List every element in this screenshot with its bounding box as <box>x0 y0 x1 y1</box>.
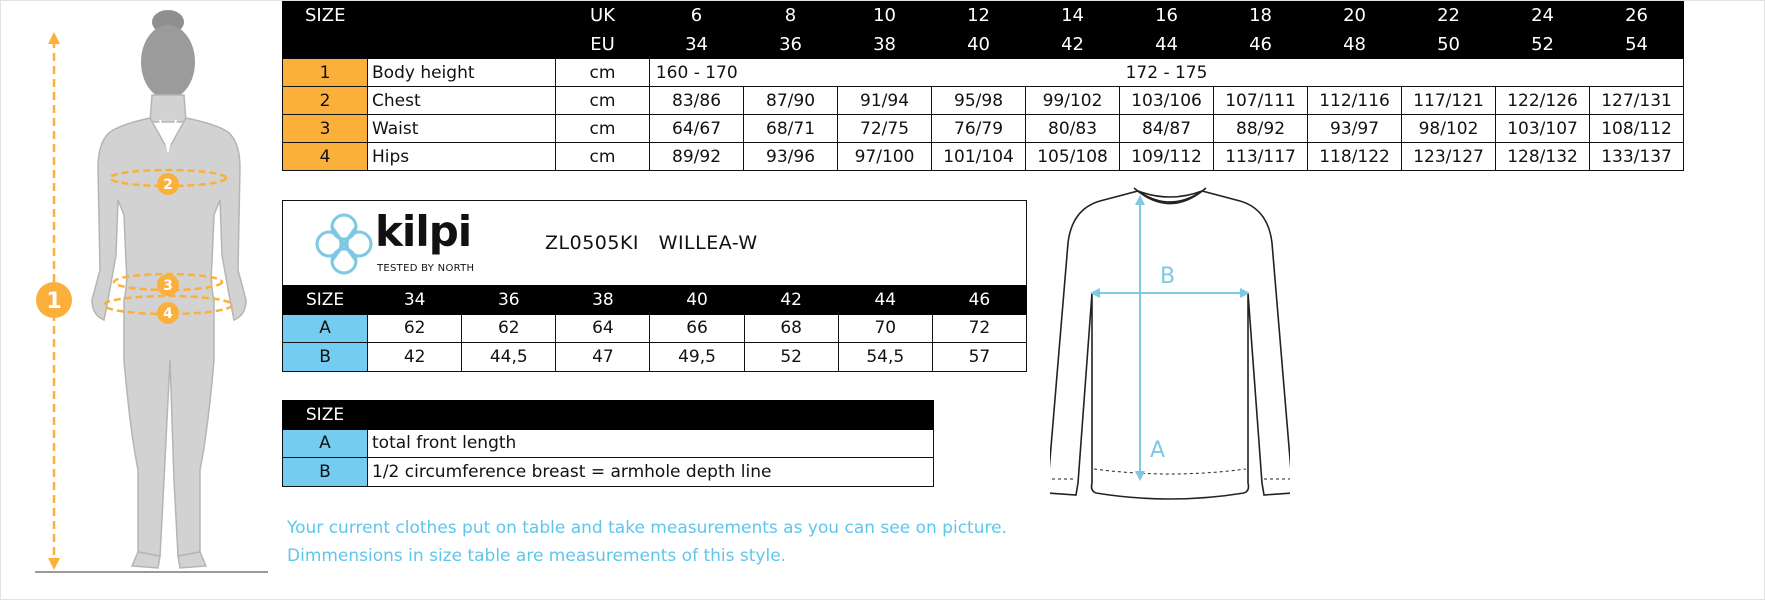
size-table <box>282 1 1684 171</box>
table-cell: 68 <box>744 314 838 343</box>
size-header-eu <box>283 30 1684 59</box>
table-row <box>283 87 1684 115</box>
garment-header-row <box>283 286 1027 315</box>
eu-size: 36 <box>744 30 838 59</box>
size-system-uk: UK <box>556 2 650 31</box>
instruction-note: Dimmensions in size table are measurements of this style. <box>287 546 787 566</box>
table-cell: 80/83 <box>1026 115 1120 143</box>
table-cell: 76/79 <box>932 115 1026 143</box>
garment-size: 38 <box>556 286 650 315</box>
row-number: 3 <box>283 115 368 143</box>
size-header-uk <box>283 2 1684 31</box>
row-number: 2 <box>283 87 368 115</box>
table-cell: 84/87 <box>1120 115 1214 143</box>
table-cell: 52 <box>744 343 838 372</box>
garment-size: 36 <box>462 286 556 315</box>
table-cell: 123/127 <box>1402 143 1496 171</box>
garment-size: 40 <box>650 286 744 315</box>
garment-measurement-table <box>282 285 1027 372</box>
eu-size: 50 <box>1402 30 1496 59</box>
row-unit: cm <box>556 87 650 115</box>
table-cell: 88/92 <box>1214 115 1308 143</box>
eu-size: 40 <box>932 30 1026 59</box>
eu-size: 52 <box>1496 30 1590 59</box>
table-cell: 95/98 <box>932 87 1026 115</box>
uk-size: 22 <box>1402 2 1496 31</box>
row-number: 4 <box>283 143 368 171</box>
table-cell: 93/96 <box>744 143 838 171</box>
table-cell: 66 <box>650 314 744 343</box>
table-cell: 103/107 <box>1496 115 1590 143</box>
table-cell: 103/106 <box>1120 87 1214 115</box>
eu-size: 44 <box>1120 30 1214 59</box>
eu-size: 42 <box>1026 30 1120 59</box>
table-row <box>283 343 1027 372</box>
row-name: Hips <box>368 143 556 171</box>
table-cell: 68/71 <box>744 115 838 143</box>
size-header-label: SIZE <box>283 2 556 31</box>
row-name: Chest <box>368 87 556 115</box>
table-cell: 64/67 <box>650 115 744 143</box>
table-cell: 101/104 <box>932 143 1026 171</box>
garment-size: 44 <box>838 286 932 315</box>
row-unit: cm <box>556 59 650 87</box>
table-cell: 118/122 <box>1308 143 1402 171</box>
uk-size: 24 <box>1496 2 1590 31</box>
table-cell: 62 <box>462 314 556 343</box>
svg-text:B: B <box>1160 264 1176 289</box>
legend-size-label: SIZE <box>283 401 368 430</box>
table-row <box>283 458 934 487</box>
table-cell: 70 <box>838 314 932 343</box>
table-cell: 108/112 <box>1590 115 1684 143</box>
eu-size: 34 <box>650 30 744 59</box>
brand-logo-text: kilpi <box>375 207 472 256</box>
table-cell: 72/75 <box>838 115 932 143</box>
row-name: Waist <box>368 115 556 143</box>
table-cell: 107/111 <box>1214 87 1308 115</box>
uk-size: 18 <box>1214 2 1308 31</box>
garment-size: 34 <box>368 286 462 315</box>
table-row <box>283 429 934 458</box>
model-name: WILLEA-W <box>658 232 758 254</box>
eu-size: 54 <box>1590 30 1684 59</box>
row-unit: cm <box>556 115 650 143</box>
table-cell: 127/131 <box>1590 87 1684 115</box>
row-number: 1 <box>283 59 368 87</box>
table-cell: 44,5 <box>462 343 556 372</box>
table-row <box>283 314 1027 343</box>
svg-text:4: 4 <box>163 306 173 322</box>
uk-size: 26 <box>1590 2 1684 31</box>
table-cell: 49,5 <box>650 343 744 372</box>
legend-text: 1/2 circumference breast = armhole depth line <box>368 458 934 487</box>
legend-header-row <box>283 401 934 430</box>
table-row <box>283 143 1684 171</box>
model-code: ZL0505KI <box>545 232 640 254</box>
garment-size: 46 <box>932 286 1026 315</box>
garment-size: 42 <box>744 286 838 315</box>
body-height-range: 172 - 175 <box>1120 59 1214 87</box>
svg-text:2: 2 <box>163 177 173 193</box>
uk-size: 10 <box>838 2 932 31</box>
row-name: Body height <box>368 59 556 87</box>
eu-size: 48 <box>1308 30 1402 59</box>
table-cell: 64 <box>556 314 650 343</box>
kilpi-knot-logo-icon <box>309 207 379 282</box>
brand-tagline: TESTED BY NORTH <box>377 263 475 274</box>
legend-key: B <box>283 458 368 487</box>
table-cell: 93/97 <box>1308 115 1402 143</box>
table-cell: 99/102 <box>1026 87 1120 115</box>
uk-size: 12 <box>932 2 1026 31</box>
uk-size: 6 <box>650 2 744 31</box>
body-height-range: 160 - 170 <box>650 59 744 87</box>
table-cell: 87/90 <box>744 87 838 115</box>
table-cell: 98/102 <box>1402 115 1496 143</box>
model-title <box>545 232 758 254</box>
table-row <box>283 115 1684 143</box>
garment-size-label: SIZE <box>283 286 368 315</box>
measurement-key: A <box>283 314 368 343</box>
table-cell: 83/86 <box>650 87 744 115</box>
svg-text:3: 3 <box>163 278 173 294</box>
uk-size: 8 <box>744 2 838 31</box>
uk-size: 16 <box>1120 2 1214 31</box>
table-cell: 54,5 <box>838 343 932 372</box>
table-cell: 112/116 <box>1308 87 1402 115</box>
uk-size: 20 <box>1308 2 1402 31</box>
svg-text:1: 1 <box>46 289 62 314</box>
eu-size: 46 <box>1214 30 1308 59</box>
body-figure-icon <box>0 0 280 590</box>
table-cell: 62 <box>368 314 462 343</box>
svg-text:A: A <box>1150 438 1166 463</box>
table-cell: 91/94 <box>838 87 932 115</box>
table-cell: 47 <box>556 343 650 372</box>
table-cell: 72 <box>932 314 1026 343</box>
legend-key: A <box>283 429 368 458</box>
table-cell: 113/117 <box>1214 143 1308 171</box>
table-cell: 117/121 <box>1402 87 1496 115</box>
table-cell: 105/108 <box>1026 143 1120 171</box>
table-row <box>283 59 1684 87</box>
table-cell: 42 <box>368 343 462 372</box>
size-system-eu: EU <box>556 30 650 59</box>
instruction-note: Your current clothes put on table and take measurements as you can see on picture. <box>287 518 1007 538</box>
eu-size: 38 <box>838 30 932 59</box>
table-cell: 97/100 <box>838 143 932 171</box>
table-cell: 109/112 <box>1120 143 1214 171</box>
measurement-key: B <box>283 343 368 372</box>
shirt-diagram-icon <box>1050 183 1290 503</box>
table-cell: 122/126 <box>1496 87 1590 115</box>
measurement-legend-table <box>282 400 934 487</box>
table-cell: 57 <box>932 343 1026 372</box>
table-cell: 89/92 <box>650 143 744 171</box>
uk-size: 14 <box>1026 2 1120 31</box>
row-unit: cm <box>556 143 650 171</box>
table-cell: 128/132 <box>1496 143 1590 171</box>
table-cell: 133/137 <box>1590 143 1684 171</box>
legend-text: total front length <box>368 429 934 458</box>
